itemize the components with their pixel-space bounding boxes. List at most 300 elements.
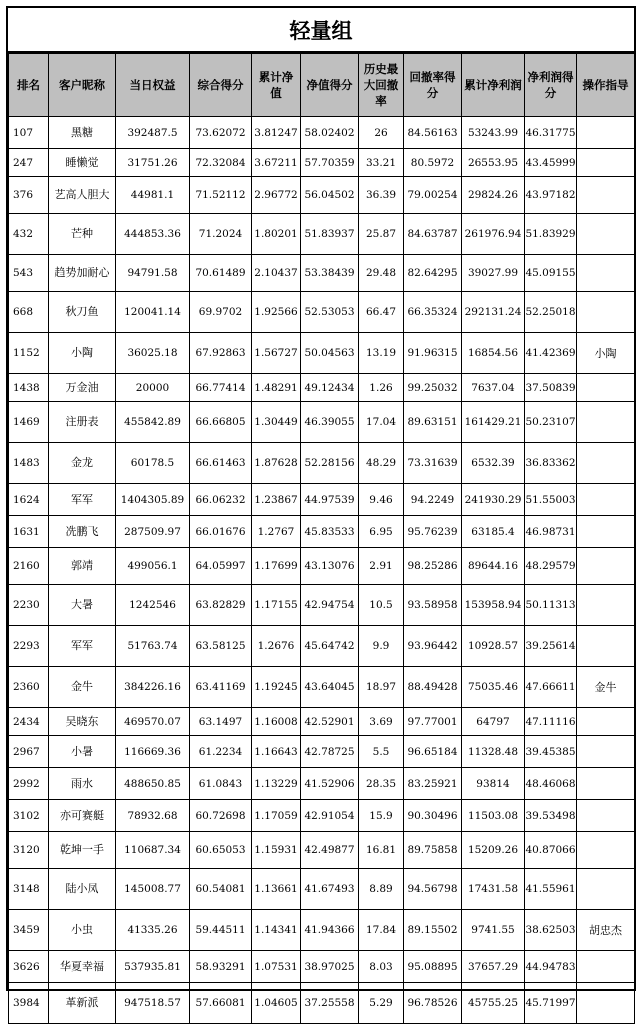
cell-equity: 20000 [116,374,190,402]
cell-score: 72.32084 [190,149,252,177]
cell-profit-score: 47.66611 [525,667,577,708]
cell-rank: 2992 [9,768,49,800]
cell-drawdown: 15.9 [359,800,404,832]
cell-nickname: 睡懒觉 [49,149,116,177]
cell-profit: 63185.4 [462,516,525,548]
cell-guide [577,292,635,333]
cell-nav-score: 37.25558 [301,983,359,1024]
cell-rank: 2230 [9,585,49,626]
cell-guide [577,708,635,736]
cell-rank: 1438 [9,374,49,402]
cell-score: 63.1497 [190,708,252,736]
cell-equity: 116669.36 [116,736,190,768]
cell-equity: 120041.14 [116,292,190,333]
cell-drawdown-score: 91.96315 [404,333,462,374]
header-nickname: 客户昵称 [49,54,116,117]
cell-profit: 89644.16 [462,548,525,585]
cell-drawdown: 1.26 [359,374,404,402]
cell-profit: 37657.29 [462,951,525,983]
cell-nav: 1.17155 [252,585,301,626]
cell-nav: 3.81247 [252,117,301,149]
cell-rank: 1631 [9,516,49,548]
ranking-table [8,53,635,1024]
cell-guide [577,516,635,548]
cell-equity: 1242546 [116,585,190,626]
cell-guide [577,626,635,667]
cell-nickname: 芒种 [49,214,116,255]
cell-score: 61.2234 [190,736,252,768]
cell-nav: 1.17699 [252,548,301,585]
cell-guide [577,951,635,983]
cell-profit-score: 51.55003 [525,484,577,516]
cell-profit-score: 46.98731 [525,516,577,548]
table-row [9,117,635,149]
cell-nav: 1.2676 [252,626,301,667]
cell-profit-score: 40.87066 [525,832,577,869]
table-row [9,768,635,800]
cell-drawdown: 9.9 [359,626,404,667]
cell-profit: 15209.26 [462,832,525,869]
cell-profit-score: 43.45999 [525,149,577,177]
cell-profit-score: 39.53498 [525,800,577,832]
cell-nav: 1.04605 [252,983,301,1024]
cell-nav-score: 50.04563 [301,333,359,374]
cell-guide: 小陶 [577,333,635,374]
cell-equity: 31751.26 [116,149,190,177]
cell-nickname: 秋刀鱼 [49,292,116,333]
table-row [9,869,635,910]
cell-rank: 247 [9,149,49,177]
cell-guide [577,255,635,292]
cell-drawdown: 16.81 [359,832,404,869]
cell-profit-score: 44.94783 [525,951,577,983]
cell-nav: 2.96772 [252,177,301,214]
cell-nav-score: 42.78725 [301,736,359,768]
cell-drawdown: 18.97 [359,667,404,708]
cell-drawdown-score: 88.49428 [404,667,462,708]
cell-drawdown-score: 94.56798 [404,869,462,910]
cell-nav: 2.10437 [252,255,301,292]
table-row [9,951,635,983]
cell-profit-score: 41.55961 [525,869,577,910]
cell-drawdown-score: 84.56163 [404,117,462,149]
cell-guide [577,800,635,832]
cell-equity: 488650.85 [116,768,190,800]
cell-equity: 469570.07 [116,708,190,736]
cell-drawdown-score: 96.65184 [404,736,462,768]
cell-drawdown-score: 80.5972 [404,149,462,177]
cell-nav-score: 43.13076 [301,548,359,585]
cell-nav: 1.92566 [252,292,301,333]
cell-rank: 3459 [9,910,49,951]
cell-nav-score: 44.97539 [301,484,359,516]
cell-profit-score: 48.46068 [525,768,577,800]
cell-nav-score: 45.64742 [301,626,359,667]
cell-profit: 45755.25 [462,983,525,1024]
cell-equity: 287509.97 [116,516,190,548]
cell-nickname: 亦可赛艇 [49,800,116,832]
cell-drawdown-score: 83.25921 [404,768,462,800]
cell-profit-score: 41.42369 [525,333,577,374]
table-row [9,149,635,177]
cell-score: 60.65053 [190,832,252,869]
cell-guide [577,869,635,910]
header-drawdown-score: 回撤率得分 [404,54,462,117]
cell-drawdown: 9.46 [359,484,404,516]
header-equity: 当日权益 [116,54,190,117]
cell-nav-score: 41.67493 [301,869,359,910]
cell-profit: 7637.04 [462,374,525,402]
cell-profit: 75035.46 [462,667,525,708]
cell-guide [577,443,635,484]
cell-nav-score: 53.38439 [301,255,359,292]
cell-score: 63.41169 [190,667,252,708]
cell-drawdown-score: 84.63787 [404,214,462,255]
cell-profit: 17431.58 [462,869,525,910]
cell-rank: 376 [9,177,49,214]
cell-nickname: 军军 [49,484,116,516]
cell-profit: 11328.48 [462,736,525,768]
cell-score: 71.52112 [190,177,252,214]
cell-nickname: 注册表 [49,402,116,443]
cell-score: 70.61489 [190,255,252,292]
cell-rank: 1483 [9,443,49,484]
table-row [9,667,635,708]
cell-guide: 胡忠杰 [577,910,635,951]
cell-score: 63.58125 [190,626,252,667]
cell-profit-score: 46.31775 [525,117,577,149]
cell-drawdown: 26 [359,117,404,149]
header-score: 综合得分 [190,54,252,117]
cell-rank: 1469 [9,402,49,443]
table-row [9,255,635,292]
header-nav-score: 净值得分 [301,54,359,117]
cell-equity: 947518.57 [116,983,190,1024]
header-rank: 排名 [9,54,49,117]
cell-nav-score: 56.04502 [301,177,359,214]
cell-profit-score: 45.71997 [525,983,577,1024]
table-row [9,443,635,484]
cell-guide: 金牛 [577,667,635,708]
cell-nickname: 趋势加耐心 [49,255,116,292]
cell-score: 61.0843 [190,768,252,800]
cell-nav: 1.13661 [252,869,301,910]
cell-drawdown-score: 99.25032 [404,374,462,402]
cell-drawdown-score: 95.76239 [404,516,462,548]
cell-rank: 1152 [9,333,49,374]
cell-score: 66.06232 [190,484,252,516]
cell-nickname: 小虫 [49,910,116,951]
cell-nickname: 华夏幸福 [49,951,116,983]
table-row [9,585,635,626]
cell-rank: 2160 [9,548,49,585]
cell-score: 60.54081 [190,869,252,910]
cell-guide [577,402,635,443]
cell-nickname: 吴晓东 [49,708,116,736]
cell-guide [577,768,635,800]
cell-guide [577,736,635,768]
cell-nickname: 雨水 [49,768,116,800]
cell-rank: 3120 [9,832,49,869]
cell-nav: 1.17059 [252,800,301,832]
cell-profit: 16854.56 [462,333,525,374]
cell-guide [577,149,635,177]
cell-profit-score: 48.29579 [525,548,577,585]
cell-nav: 1.30449 [252,402,301,443]
cell-nav-score: 45.83533 [301,516,359,548]
cell-profit: 261976.94 [462,214,525,255]
cell-nav: 1.16643 [252,736,301,768]
cell-nav: 1.56727 [252,333,301,374]
cell-profit: 39027.99 [462,255,525,292]
cell-drawdown: 13.19 [359,333,404,374]
cell-drawdown: 10.5 [359,585,404,626]
cell-profit: 93814 [462,768,525,800]
cell-drawdown-score: 79.00254 [404,177,462,214]
cell-profit: 53243.99 [462,117,525,149]
cell-drawdown-score: 89.15502 [404,910,462,951]
cell-nickname: 金龙 [49,443,116,484]
cell-drawdown: 3.69 [359,708,404,736]
cell-profit: 6532.39 [462,443,525,484]
header-nav: 累计净值 [252,54,301,117]
cell-profit-score: 39.45385 [525,736,577,768]
cell-equity: 94791.58 [116,255,190,292]
cell-profit-score: 39.25614 [525,626,577,667]
cell-drawdown-score: 89.63151 [404,402,462,443]
table-row [9,983,635,1024]
cell-rank: 3102 [9,800,49,832]
header-row [9,54,635,117]
ranking-sheet [6,6,636,1009]
cell-profit: 10928.57 [462,626,525,667]
cell-equity: 537935.81 [116,951,190,983]
cell-score: 59.44511 [190,910,252,951]
cell-profit-score: 50.23107 [525,402,577,443]
sheet-title: 轻量组 [8,8,634,53]
cell-rank: 2967 [9,736,49,768]
cell-drawdown: 17.84 [359,910,404,951]
cell-score: 60.72698 [190,800,252,832]
table-row [9,292,635,333]
cell-nav: 1.07531 [252,951,301,983]
cell-drawdown-score: 66.35324 [404,292,462,333]
cell-profit-score: 38.62503 [525,910,577,951]
cell-nav-score: 42.94754 [301,585,359,626]
cell-equity: 51763.74 [116,626,190,667]
cell-nav: 1.13229 [252,768,301,800]
cell-nickname: 小暑 [49,736,116,768]
cell-drawdown: 36.39 [359,177,404,214]
cell-score: 69.9702 [190,292,252,333]
cell-nav: 1.23867 [252,484,301,516]
cell-nickname: 军军 [49,626,116,667]
header-guide: 操作指导 [577,54,635,117]
cell-drawdown: 33.21 [359,149,404,177]
cell-nav-score: 42.49877 [301,832,359,869]
cell-nickname: 小陶 [49,333,116,374]
cell-score: 66.66805 [190,402,252,443]
cell-nickname: 乾坤一手 [49,832,116,869]
cell-score: 66.01676 [190,516,252,548]
cell-nav: 1.2767 [252,516,301,548]
cell-equity: 455842.89 [116,402,190,443]
cell-profit-score: 43.97182 [525,177,577,214]
cell-profit: 241930.29 [462,484,525,516]
cell-drawdown: 8.03 [359,951,404,983]
cell-nickname: 大暑 [49,585,116,626]
cell-guide [577,374,635,402]
header-profit-score: 净利润得分 [525,54,577,117]
table-row [9,333,635,374]
table-row [9,832,635,869]
cell-score: 73.62072 [190,117,252,149]
cell-score: 66.77414 [190,374,252,402]
cell-nickname: 艺高人胆大 [49,177,116,214]
cell-score: 71.2024 [190,214,252,255]
cell-drawdown: 48.29 [359,443,404,484]
header-profit: 累计净利润 [462,54,525,117]
table-row [9,516,635,548]
cell-drawdown: 5.29 [359,983,404,1024]
cell-drawdown: 17.04 [359,402,404,443]
cell-drawdown-score: 89.75858 [404,832,462,869]
cell-rank: 432 [9,214,49,255]
cell-profit-score: 50.11313 [525,585,577,626]
cell-equity: 1404305.89 [116,484,190,516]
cell-rank: 543 [9,255,49,292]
cell-nav: 1.80201 [252,214,301,255]
table-body [9,117,635,1024]
cell-guide [577,484,635,516]
cell-drawdown-score: 82.64295 [404,255,462,292]
cell-nickname: 郭靖 [49,548,116,585]
cell-drawdown: 5.5 [359,736,404,768]
cell-profit: 161429.21 [462,402,525,443]
cell-guide [577,548,635,585]
cell-nickname: 黑糖 [49,117,116,149]
cell-drawdown-score: 97.77001 [404,708,462,736]
table-row [9,177,635,214]
cell-equity: 78932.68 [116,800,190,832]
cell-drawdown-score: 94.2249 [404,484,462,516]
table-row [9,910,635,951]
cell-nav-score: 42.52901 [301,708,359,736]
cell-drawdown: 66.47 [359,292,404,333]
cell-drawdown: 8.89 [359,869,404,910]
cell-drawdown-score: 93.96442 [404,626,462,667]
cell-score: 66.61463 [190,443,252,484]
cell-nav: 1.15931 [252,832,301,869]
cell-profit-score: 37.50839 [525,374,577,402]
cell-equity: 41335.26 [116,910,190,951]
cell-drawdown-score: 90.30496 [404,800,462,832]
cell-rank: 668 [9,292,49,333]
cell-drawdown: 29.48 [359,255,404,292]
cell-profit-score: 36.83362 [525,443,577,484]
cell-nav-score: 57.70359 [301,149,359,177]
cell-nav: 1.19245 [252,667,301,708]
cell-nav-score: 49.12434 [301,374,359,402]
cell-nav: 1.87628 [252,443,301,484]
cell-guide [577,585,635,626]
cell-profit: 29824.26 [462,177,525,214]
cell-drawdown-score: 96.78526 [404,983,462,1024]
cell-drawdown-score: 93.58958 [404,585,462,626]
cell-nickname: 万金油 [49,374,116,402]
cell-rank: 3148 [9,869,49,910]
cell-nav: 1.48291 [252,374,301,402]
cell-nav-score: 51.83937 [301,214,359,255]
cell-drawdown: 2.91 [359,548,404,585]
cell-equity: 36025.18 [116,333,190,374]
cell-nav-score: 52.28156 [301,443,359,484]
cell-profit-score: 52.25018 [525,292,577,333]
cell-profit-score: 51.83929 [525,214,577,255]
cell-rank: 2360 [9,667,49,708]
cell-guide [577,177,635,214]
cell-rank: 3984 [9,983,49,1024]
cell-profit-score: 45.09155 [525,255,577,292]
cell-profit: 26553.95 [462,149,525,177]
cell-nav-score: 42.91054 [301,800,359,832]
cell-profit: 11503.08 [462,800,525,832]
cell-nickname: 冼鹏飞 [49,516,116,548]
cell-score: 64.05997 [190,548,252,585]
cell-score: 57.66081 [190,983,252,1024]
cell-equity: 44981.1 [116,177,190,214]
cell-nav: 1.14341 [252,910,301,951]
cell-drawdown: 28.35 [359,768,404,800]
cell-equity: 110687.34 [116,832,190,869]
cell-nav-score: 41.94366 [301,910,359,951]
table-row [9,626,635,667]
cell-guide [577,117,635,149]
cell-equity: 444853.36 [116,214,190,255]
table-row [9,484,635,516]
cell-drawdown-score: 95.08895 [404,951,462,983]
cell-drawdown-score: 98.25286 [404,548,462,585]
cell-profit: 153958.94 [462,585,525,626]
header-drawdown: 历史最大回撤率 [359,54,404,117]
cell-nickname: 革新派 [49,983,116,1024]
cell-profit: 64797 [462,708,525,736]
cell-guide [577,983,635,1024]
cell-rank: 1624 [9,484,49,516]
cell-equity: 392487.5 [116,117,190,149]
cell-rank: 107 [9,117,49,149]
cell-drawdown-score: 73.31639 [404,443,462,484]
cell-profit: 292131.24 [462,292,525,333]
table-row [9,374,635,402]
cell-nav-score: 52.53053 [301,292,359,333]
cell-nav: 3.67211 [252,149,301,177]
cell-guide [577,832,635,869]
table-row [9,708,635,736]
cell-score: 58.93291 [190,951,252,983]
cell-drawdown: 6.95 [359,516,404,548]
table-row [9,402,635,443]
cell-profit-score: 47.11116 [525,708,577,736]
cell-equity: 499056.1 [116,548,190,585]
cell-nav: 1.16008 [252,708,301,736]
cell-nickname: 陆小凤 [49,869,116,910]
cell-nav-score: 46.39055 [301,402,359,443]
cell-rank: 2293 [9,626,49,667]
cell-score: 63.82829 [190,585,252,626]
cell-equity: 60178.5 [116,443,190,484]
cell-nickname: 金牛 [49,667,116,708]
